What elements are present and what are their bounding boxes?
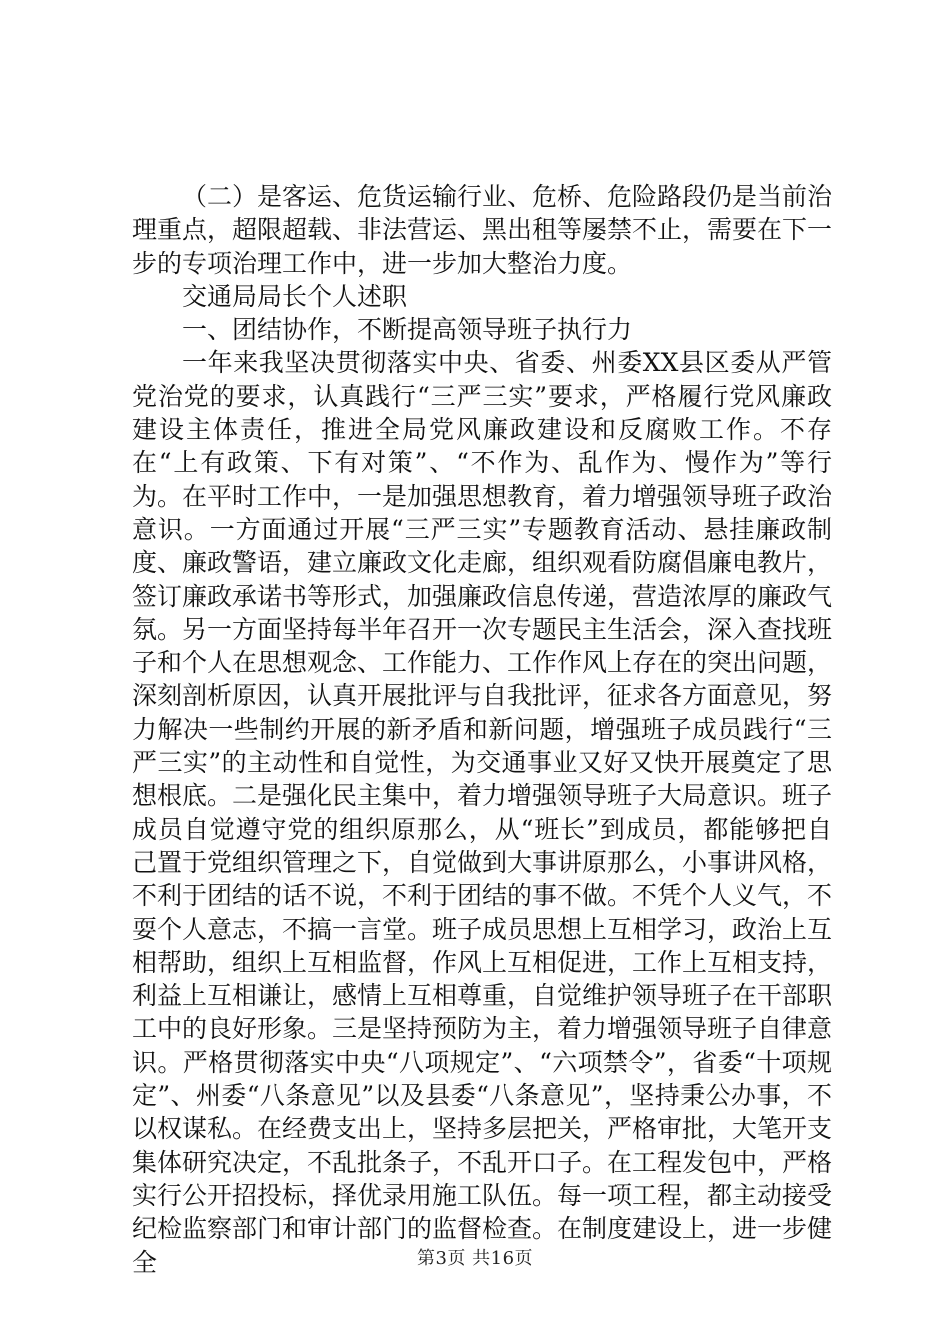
paragraph-main-body: 一年来我坚决贯彻落实中央、省委、州委XX县区委从严管党治党的要求，认真践行“三严三实”要求，严格履行党风廉政建设主体责任，推进全局党风廉政建设和反腐败工作。不存在“上有政策、下有对策”、“不作为、乱作为、慢作为”等行为。在平时工作中，一是加强思想教育，着力增强领导班子政治意识。一方面通过开展“三严三实”专题教育活动、悬挂廉政制度、廉政警语，建立廉政文化走廊，组织观看防腐倡廉电教片，签订廉政承诺书等形式，加强廉政信息传递，营造浓厚的廉政气氛。另一方面坚持每半年召开一次专题民主生活会，深入查找班子和个人在思想观念、工作能力、工作作风上存在的突出问题，深刻剖析原因，认真开展批评与自我批评，征求各方面意见，努力解决一些制约开展的新矛盾和新问题，增强班子成员践行“三严三实”的主动性和自觉性，为交通事业又好又快开展奠定了思想根底。二是强化民主集中，着力增强领导班子大局意识。班子成员自觉遵守党的组织原那么，从“班长”到成员，都能够把自己置于党组织管理之下，自觉做到大事讲原那么，小事讲风格，不利于团结的话不说，不利于团结的事不做。不凭个人义气，不耍个人意志，不搞一言堂。班子成员思想上互相学习，政治上互相帮助，组织上互相监督，作风上互相促进，工作上互相支持，利益上互相谦让，感情上互相尊重，自觉维护领导班子在干部职工中的良好形象。三是坚持预防为主，着力增强领导班子自律意识。严格贯彻落实中央“八项规定”、“六项禁令”，省委“十项规定”、州委“八条意见”以及县委“八条意见”，坚持秉公办事，不以权谋私。在经费支出上，坚持多层把关，严格审批，大笔开支集体研究决定，不乱批条子，不乱开口子。在工程发包中，严格实行公开招投标，择优录用施工队伍。每一项工程，都主动接受纪检监察部门和审计部门的监督检查。在制度建设上，进一步健全 xyxy=(132,348,833,1277)
paragraph-section-heading: 一、团结协作，不断提高领导班子执行力 xyxy=(182,315,633,345)
page-footer: 第3页 共16页 xyxy=(416,1248,534,1269)
paragraph-governance-focus: （二）是客运、危货运输行业、危桥、危险路段仍是当前治理重点，超限超载、非法营运、黑出租等屡禁不止，需要在下一步的专项治理工作中，进一步加大整治力度。 xyxy=(132,182,833,278)
paragraph-report-title: 交通局局长个人述职 xyxy=(182,281,408,311)
document-body xyxy=(132,180,832,1279)
